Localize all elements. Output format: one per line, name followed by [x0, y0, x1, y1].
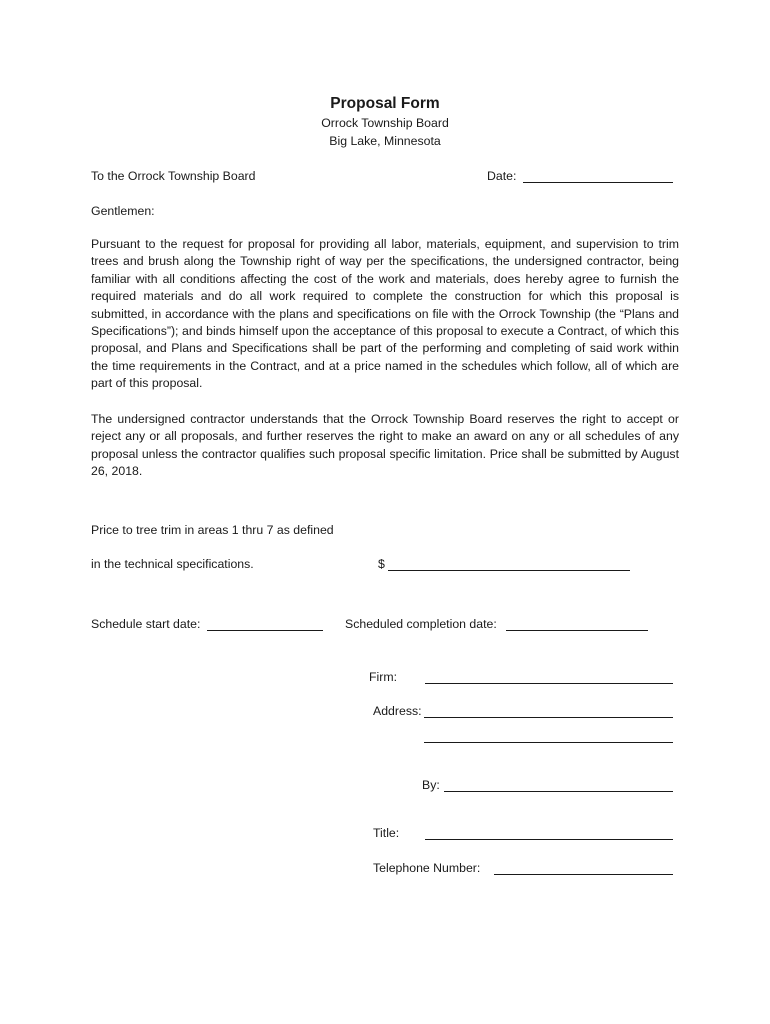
organization-name: Orrock Township Board — [321, 116, 449, 130]
by-field[interactable] — [444, 791, 673, 792]
firm-field[interactable] — [425, 683, 673, 684]
address-field-line-2[interactable] — [424, 742, 673, 743]
by-label: By: — [422, 778, 440, 792]
page-title: Proposal Form — [330, 95, 440, 112]
title-field[interactable] — [425, 839, 673, 840]
organization-location: Big Lake, Minnesota — [329, 134, 441, 148]
telephone-field[interactable] — [494, 874, 673, 875]
address-field-line-1[interactable] — [424, 717, 673, 718]
address-label: Address: — [373, 704, 422, 718]
schedule-completion-label: Scheduled completion date: — [345, 617, 497, 631]
firm-label: Firm: — [369, 670, 397, 684]
date-label: Date: — [487, 169, 517, 183]
schedule-completion-field[interactable] — [506, 630, 648, 631]
addressee: To the Orrock Township Board — [91, 169, 256, 183]
currency-symbol: $ — [378, 557, 385, 571]
price-field[interactable] — [388, 570, 630, 571]
schedule-start-label: Schedule start date: — [91, 617, 201, 631]
price-description-line-2: in the technical specifications. — [91, 557, 254, 571]
salutation: Gentlemen: — [91, 204, 155, 218]
price-description-line-1: Price to tree trim in areas 1 thru 7 as defined — [91, 523, 334, 537]
schedule-start-field[interactable] — [207, 630, 323, 631]
title-label: Title: — [373, 826, 400, 840]
proposal-paragraph-2: The undersigned contractor understands that the Orrock Township Board reserves the right to accept or reject any or all proposals, and further reserves the right to make an award on any or all schedules of any proposal unless the contractor qualifies such proposal specific limitation. Price shall be submitted by August 26, 2018. — [91, 412, 679, 479]
proposal-paragraph-1: Pursuant to the request for proposal for providing all labor, materials, equipment, and supervision to trim trees and brush along the Township right of way per the specifications, the undersigned contractor, being familiar with all conditions affecting the cost of the work and materials, does hereby agree to furnish the required materials and do all work required to complete the construction for which this proposal is submitted, in accordance with the plans and specifications on file with the Orrock Township (the “Plans and Specifications”); and binds himself upon the acceptance of this proposal to execute a Contract, of which this proposal, and Plans and Specifications shall be part of the performing and completing of said work within the time requirements in the Contract, and at a price named in the schedules which follow, all of which are part of this proposal. — [91, 237, 679, 391]
date-field[interactable] — [523, 182, 673, 183]
telephone-label: Telephone Number: — [373, 861, 481, 875]
